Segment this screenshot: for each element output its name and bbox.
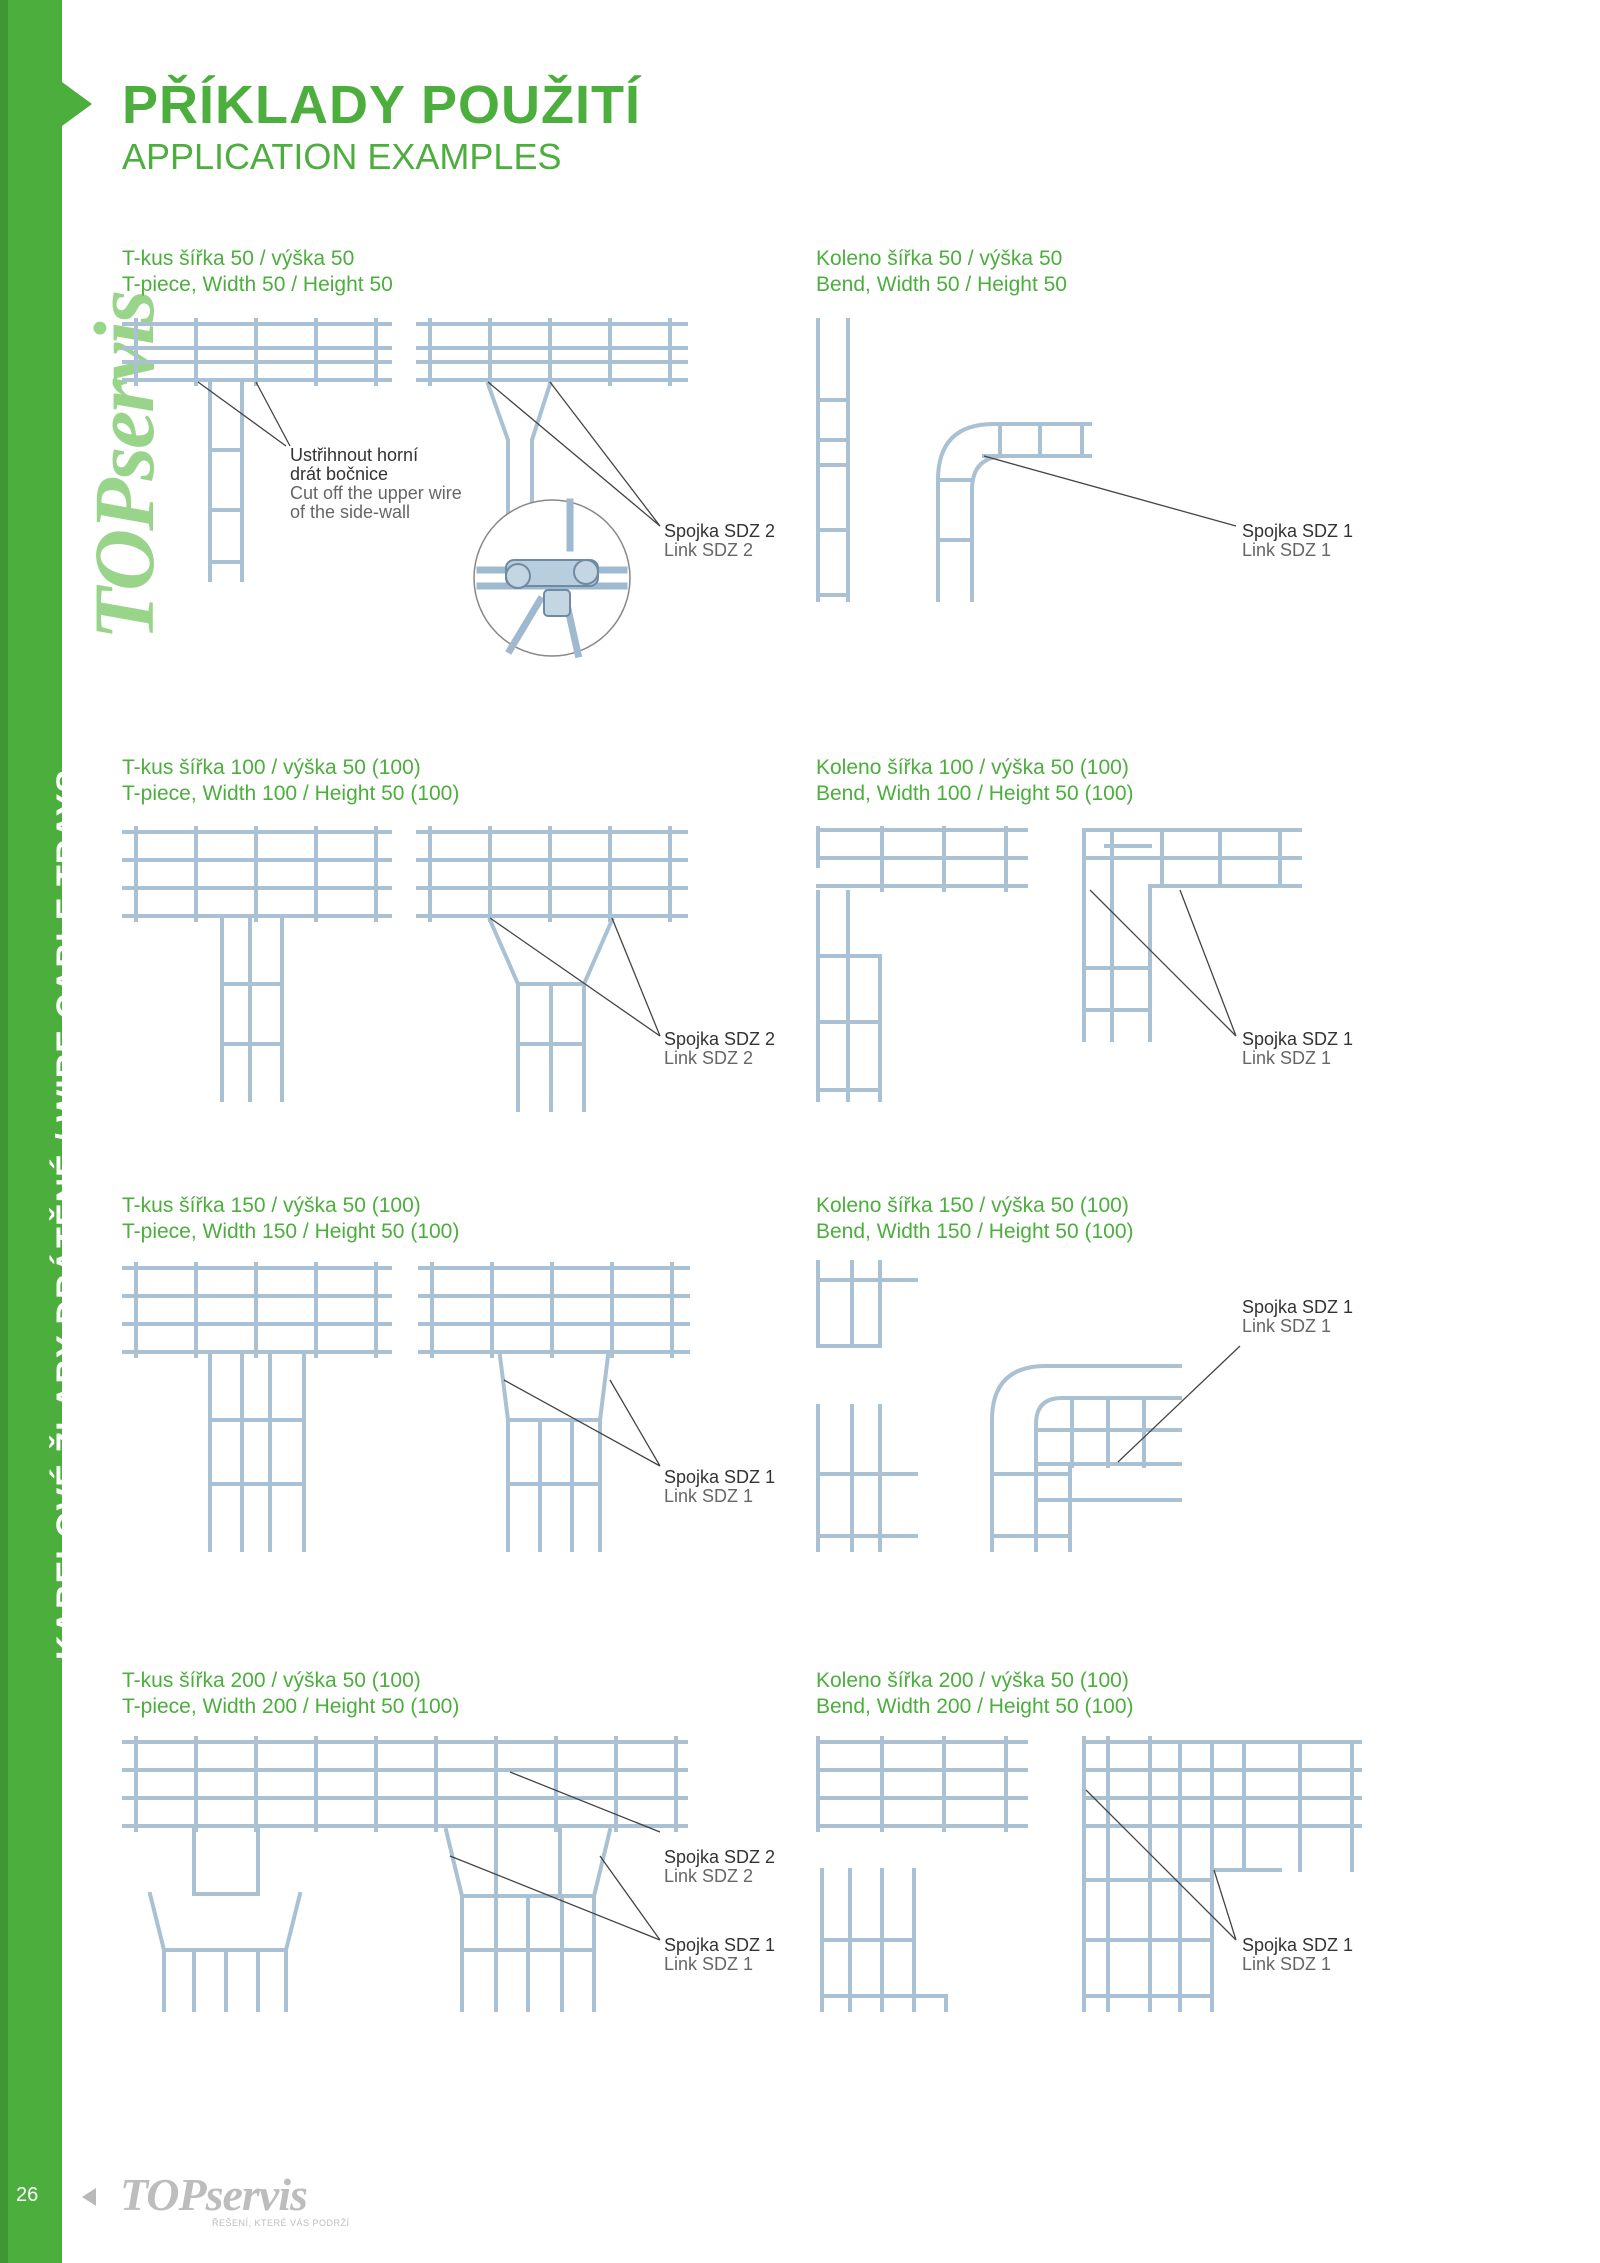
page-title: PŘÍKLADY POUŽITÍ xyxy=(122,75,642,135)
label-sdz2 xyxy=(664,522,775,560)
caption-en: T-piece, Width 150 / Height 50 (100) xyxy=(122,1220,460,1243)
label-cz: Spojka SDZ 1 xyxy=(1242,1029,1354,1049)
tray-bend100-plain xyxy=(818,828,1026,1100)
label-cz: Ustřihnout horní xyxy=(290,445,419,465)
label-sdz2 xyxy=(664,1030,775,1068)
label-sdz1 xyxy=(664,1936,775,1974)
tray-t100-linked xyxy=(418,828,686,1110)
label-cz: Spojka SDZ 1 xyxy=(1242,521,1354,541)
caption-en: Bend, Width 200 / Height 50 (100) xyxy=(816,1695,1134,1718)
tray-t100-plain xyxy=(124,828,390,1100)
label-en: Link SDZ 1 xyxy=(1242,540,1332,560)
label-sdz1 xyxy=(1242,1936,1353,1974)
label-sdz1 xyxy=(664,1468,775,1506)
caption-cz: Koleno šířka 50 / výška 50 xyxy=(816,247,1063,270)
caption-cz: T-kus šířka 100 / výška 50 (100) xyxy=(122,756,421,779)
label-cz: Spojka SDZ 1 xyxy=(1242,1935,1354,1955)
tray-t200-plain xyxy=(124,1738,686,2010)
label-en: of the side-wall xyxy=(290,502,411,522)
page-number: 26 xyxy=(16,2184,39,2206)
label-sdz1 xyxy=(1242,522,1353,560)
prev-arrow-icon xyxy=(82,2188,96,2206)
label-cz: drát bočnice xyxy=(290,464,389,484)
label-cut-wire xyxy=(290,446,462,522)
label-en: Link SDZ 1 xyxy=(1242,1048,1332,1068)
label-cz: Spojka SDZ 2 xyxy=(664,1847,776,1867)
footer-slogan: ŘEŠENÍ, KTERÉ VÁS PODRŽÍ xyxy=(212,2218,350,2228)
tray-bend150-linked xyxy=(992,1366,1180,1550)
caption-en: Bend, Width 150 / Height 50 (100) xyxy=(816,1220,1134,1243)
label-sdz1 xyxy=(1242,1298,1353,1336)
label-en: Link SDZ 2 xyxy=(664,540,754,560)
tray-bend50-plain xyxy=(818,320,848,600)
tray-bend50-linked xyxy=(938,424,1090,600)
tray-bend200-plain xyxy=(818,1738,1026,2010)
label-en: Link SDZ 2 xyxy=(664,1866,754,1886)
footer-logo: TOPservis xyxy=(120,2169,307,2220)
label-cz: Spojka SDZ 1 xyxy=(664,1935,776,1955)
caption-en: T-piece, Width 50 / Height 50 xyxy=(122,273,393,296)
sidebar-logo: TOPservis xyxy=(76,291,172,640)
label-sdz2 xyxy=(664,1848,775,1886)
tray-t200-linked xyxy=(446,1830,610,2010)
caption-cz: Koleno šířka 100 / výška 50 (100) xyxy=(816,756,1129,779)
tray-bend150-plain xyxy=(818,1262,916,1550)
page-subtitle: APPLICATION EXAMPLES xyxy=(122,136,562,177)
label-cz: Spojka SDZ 1 xyxy=(1242,1297,1354,1317)
label-en: Link SDZ 1 xyxy=(1242,1316,1332,1336)
sidebar-title: KABELOVÉ ŽLABY DRÁTĚNÉ / WIRE CABLE TRAYS xyxy=(50,768,88,1660)
caption-cz: Koleno šířka 150 / výška 50 (100) xyxy=(816,1194,1129,1217)
label-sdz1 xyxy=(1242,1030,1353,1068)
caption-en: T-piece, Width 200 / Height 50 (100) xyxy=(122,1695,460,1718)
label-en: Link SDZ 1 xyxy=(1242,1954,1332,1974)
label-cz: Spojka SDZ 2 xyxy=(664,521,776,541)
label-en: Link SDZ 2 xyxy=(664,1048,754,1068)
leader-lines xyxy=(198,382,1240,1940)
caption-en: Bend, Width 100 / Height 50 (100) xyxy=(816,782,1134,805)
detail-zoom xyxy=(474,500,630,656)
caption-en: Bend, Width 50 / Height 50 xyxy=(816,273,1067,296)
caption-cz: Koleno šířka 200 / výška 50 (100) xyxy=(816,1669,1129,1692)
tray-t150-plain xyxy=(124,1264,390,1550)
caption-cz: T-kus šířka 50 / výška 50 xyxy=(122,247,355,270)
label-en: Link SDZ 1 xyxy=(664,1954,754,1974)
label-en: Cut off the upper wire xyxy=(290,483,462,503)
caption-cz: T-kus šířka 150 / výška 50 (100) xyxy=(122,1194,421,1217)
caption-cz: T-kus šířka 200 / výška 50 (100) xyxy=(122,1669,421,1692)
label-cz: Spojka SDZ 1 xyxy=(664,1467,776,1487)
tray-bend100-linked xyxy=(1084,830,1300,1040)
caption-en: T-piece, Width 100 / Height 50 (100) xyxy=(122,782,460,805)
label-en: Link SDZ 1 xyxy=(664,1486,754,1506)
label-cz: Spojka SDZ 2 xyxy=(664,1029,776,1049)
